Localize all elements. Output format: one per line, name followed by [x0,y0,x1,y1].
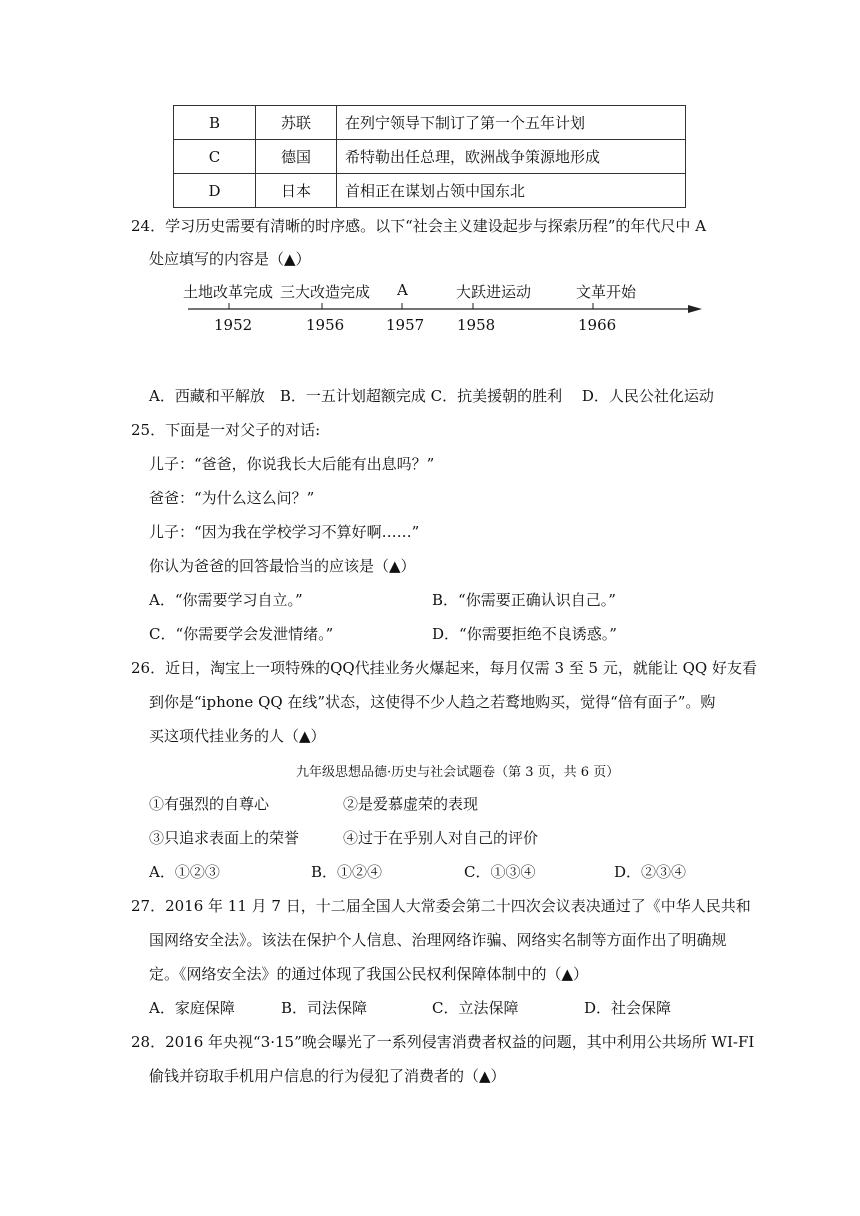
timeline-event: 大跃进运动 [456,283,532,301]
timeline-arrow-icon [688,305,702,313]
q25-dialogue: 爸爸：“为什么这么问？” [149,489,315,507]
timeline-year: 1958 [457,316,496,334]
row-event: 希特勒出任总理，欧洲战争策源地形成 [337,140,686,174]
q28-stem-line1: 28．2016 年央视“3·15”晚会曝光了一系列侵害消费者权益的问题，其中利用公共场所 WI-FI [131,1033,755,1051]
q27-stem-line1: 27．2016 年 11 月 7 日，十二届全国人大常委会第二十四次会议表决通过了《中华人民共和 [131,897,751,915]
q25-option-b: B．“你需要正确认识自己。” [432,591,616,609]
row-country: 苏联 [256,106,337,140]
q27-stem-line3: 定。《网络安全法》的通过体现了我国公民权利保障体制中的（▲） [149,965,589,983]
q27-option-a: A．家庭保障 [149,999,235,1017]
row-event: 在列宁领导下制订了第一个五年计划 [337,106,686,140]
row-event: 首相正在谋划占领中国东北 [337,174,686,208]
row-letter: D [174,174,256,208]
q25-dialogue: 儿子：“因为我在学校学习不算好啊……” [149,523,420,541]
q24-stem-line2: 处应填写的内容是（▲） [149,250,311,268]
q27-option-d: D．社会保障 [584,999,672,1017]
row-letter: C [174,140,256,174]
q27-stem-line2: 国网络安全法》。该法在保护个人信息、治理网络诈骗、网络实名制等方面作出了明确规 [149,931,727,949]
timeline-year: 1957 [386,316,425,334]
q26-stem-line2: 到你是“iphone QQ 在线”状态，这使得不少人趋之若鹜地购买，觉得“倍有面子”。购 [149,693,716,711]
q25-option-a: A．“你需要学习自立。” [149,591,303,609]
q24-stem-line1: 24．学习历史需要有清晰的时序感。以下“社会主义建设起步与探索历程”的年代尺中 A [131,217,707,235]
timeline-year: 1956 [306,316,345,334]
q28-stem-line2: 偷钱并窃取手机用户信息的行为侵犯了消费者的（▲） [149,1067,506,1085]
timeline-event: 文革开始 [576,283,637,301]
q25-stem: 25．下面是一对父子的对话: [131,421,321,439]
q26-stem-line1: 26．近日，淘宝上一项特殊的QQ代挂业务火爆起来，每月仅需 3 至 5 元，就能让 QQ 好友看 [131,659,757,677]
q26-stem-line3: 买这项代挂业务的人（▲） [149,727,326,745]
row-country: 日本 [256,174,337,208]
table-row [174,106,686,140]
q25-option-c: C．“你需要学会发泄情绪。” [149,625,334,643]
timeline-year: 1966 [578,316,617,334]
timeline-event: 土地改革完成 [183,283,274,301]
table-row [174,140,686,174]
timeline-event: A [397,281,408,299]
q26-statement: ③只追求表面上的荣誉 [149,829,300,847]
q25-dialogue: 儿子：“爸爸，你说我长大后能有出息吗？” [149,455,435,473]
timeline-event: 三大改造完成 [280,283,371,301]
row-letter: B [174,106,256,140]
q25-option-d: D．“你需要拒绝不良诱惑。” [432,625,617,643]
page-footer: 九年级思想品德·历史与社会试题卷（第 3 页，共 6 页） [296,765,620,780]
q27-option-b: B．司法保障 [281,999,368,1017]
q26-option-a: A．①②③ [149,863,220,881]
q26-option-d: D．②③④ [614,863,687,881]
q26-statement: ④过于在乎别人对自己的评价 [343,829,539,847]
timeline-year: 1952 [214,316,253,334]
q26-statement: ①有强烈的自尊心 [149,795,270,813]
options-table [173,105,686,208]
q26-statement: ②是爱慕虚荣的表现 [343,795,479,813]
table-row [174,174,686,208]
q27-option-c: C．立法保障 [432,999,519,1017]
q26-option-c: C．①③④ [464,863,536,881]
q25-ask: 你认为爸爸的回答最恰当的应该是（▲） [149,557,416,575]
q24-options: A．西藏和平解放 B．一五计划超额完成 C．抗美援朝的胜利 D．人民公社化运动 [149,387,714,405]
row-country: 德国 [256,140,337,174]
q26-option-b: B．①②④ [311,863,383,881]
